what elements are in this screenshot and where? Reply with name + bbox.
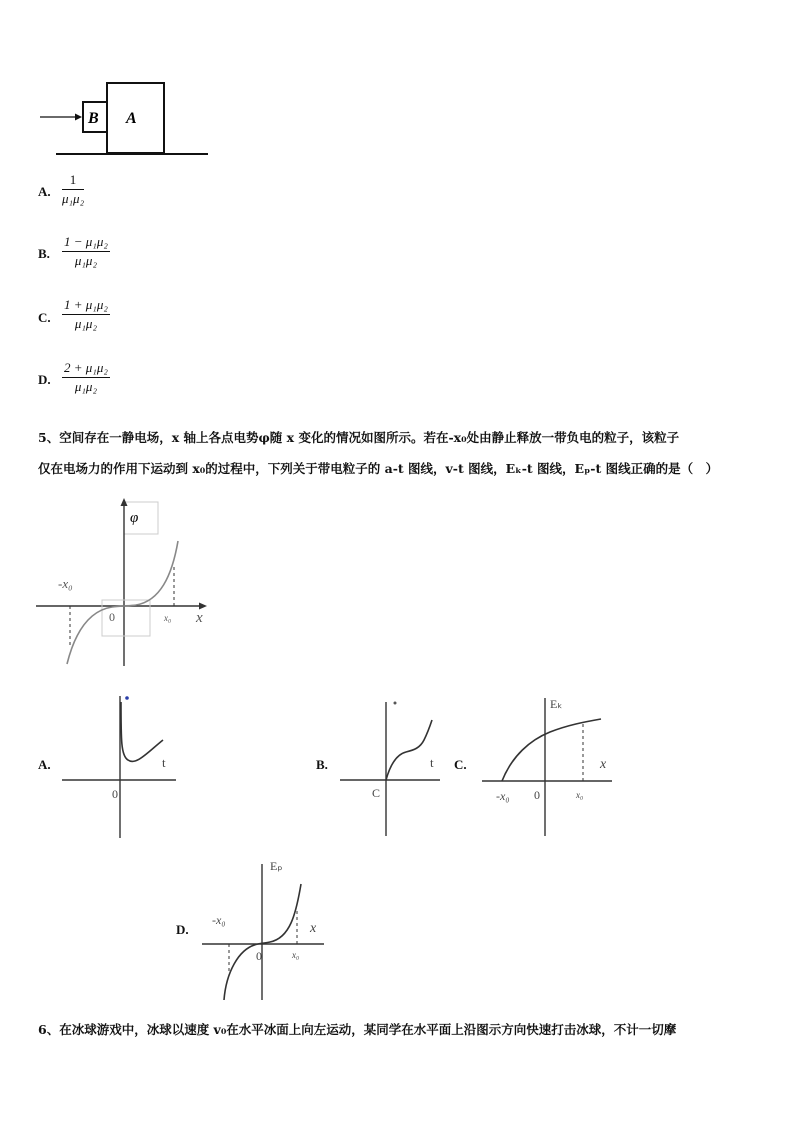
- graph-b-origin-label: C: [372, 786, 381, 800]
- graph-b-vt: [336, 690, 448, 840]
- q4-option-d-letter[interactable]: D.: [38, 372, 51, 387]
- graph-a-top-dot: [125, 696, 129, 700]
- graph-d-y-label: Eₚ: [270, 859, 283, 873]
- block-b-label: B: [88, 110, 99, 127]
- graph-b-x-label: t: [430, 755, 434, 770]
- q4-option-d-denominator: μ₁μ₂: [74, 379, 97, 394]
- q5-option-d-letter[interactable]: D.: [176, 922, 189, 937]
- graph-d-neg-x0-label: -x₀: [212, 913, 226, 927]
- q4-option-b-letter[interactable]: B.: [38, 246, 50, 261]
- graph-d-origin-label: 0: [256, 949, 262, 963]
- q4-option-a-numerator: 1: [62, 172, 84, 190]
- graph-c-origin-label: 0: [534, 788, 540, 802]
- q4-option-b-fraction: [62, 234, 110, 269]
- phi-neg-x0-label: -x₀: [58, 576, 73, 591]
- q6-text-line1: 6、在冰球游戏中，冰球以速度 v₀在水平冰面上向左运动，某同学在水平面上沿图示方向快速打击冰球，不计一切摩: [38, 1022, 677, 1037]
- graph-a-x-label: t: [162, 755, 166, 770]
- phi-curve: [67, 541, 178, 664]
- graph-b-top-dot: [394, 702, 397, 705]
- q4-option-b-denominator: μ₁μ₂: [74, 253, 97, 268]
- graph-d-epx: [198, 854, 330, 1004]
- graph-c-x-label: x: [600, 757, 607, 772]
- force-arrowhead: [75, 114, 82, 121]
- q5-text-line1: 5、空间存在一静电场，x 轴上各点电势φ随 x 变化的情况如图所示。若在-x₀处由静止释放一带负电的粒子，该粒子: [38, 430, 680, 445]
- graph-a-at: [58, 690, 183, 840]
- q4-option-a-fraction: [62, 172, 84, 207]
- q4-option-c-numerator: 1 + μ₁μ₂: [62, 297, 110, 315]
- graph-a-curve: [121, 702, 163, 761]
- graph-b-curve: [386, 720, 432, 780]
- q5-text-line2: 仅在电场力的作用下运动到 x₀的过程中，下列关于带电粒子的 a-t 图线，v-t 图线，Eₖ-t 图线，Eₚ-t 图线正确的是（ ）: [38, 461, 719, 476]
- graph-c-ekx: [478, 690, 618, 840]
- q5-option-b-letter[interactable]: B.: [316, 757, 328, 772]
- graph-c-y-label: Eₖ: [550, 697, 563, 711]
- q5-option-c-letter[interactable]: C.: [454, 757, 467, 772]
- graph-d-x-label: x: [310, 921, 317, 936]
- q4-option-d-fraction: [62, 360, 110, 395]
- phi-x-arrow: [199, 603, 207, 610]
- graph-c-pos-x0-label: x₀: [576, 790, 584, 800]
- graph-a-origin-label: 0: [112, 787, 118, 801]
- q4-option-a-denominator: μ₁μ₂: [62, 191, 85, 206]
- q4-option-d-numerator: 2 + μ₁μ₂: [62, 360, 110, 378]
- graph-c-curve: [502, 719, 601, 781]
- graph-d-pos-x0-label: x₀: [292, 950, 300, 960]
- q4-option-b-numerator: 1 − μ₁μ₂: [62, 234, 110, 252]
- q4-option-c-letter[interactable]: C.: [38, 310, 51, 325]
- phi-x-graph: [32, 496, 212, 668]
- block-a-label: A: [126, 110, 137, 127]
- block-diagram: [36, 76, 216, 160]
- q4-option-a-letter[interactable]: A.: [38, 184, 51, 199]
- q4-option-c-fraction: [62, 297, 110, 332]
- q4-option-c-denominator: μ₁μ₂: [74, 316, 97, 331]
- phi-pos-x0-label: x₀: [164, 613, 172, 623]
- phi-y-label: φ: [130, 510, 139, 526]
- phi-origin-label: 0: [109, 610, 115, 624]
- graph-c-neg-x0-label: -x₀: [496, 789, 510, 803]
- phi-x-label: x: [196, 610, 203, 626]
- q5-option-a-letter[interactable]: A.: [38, 757, 51, 772]
